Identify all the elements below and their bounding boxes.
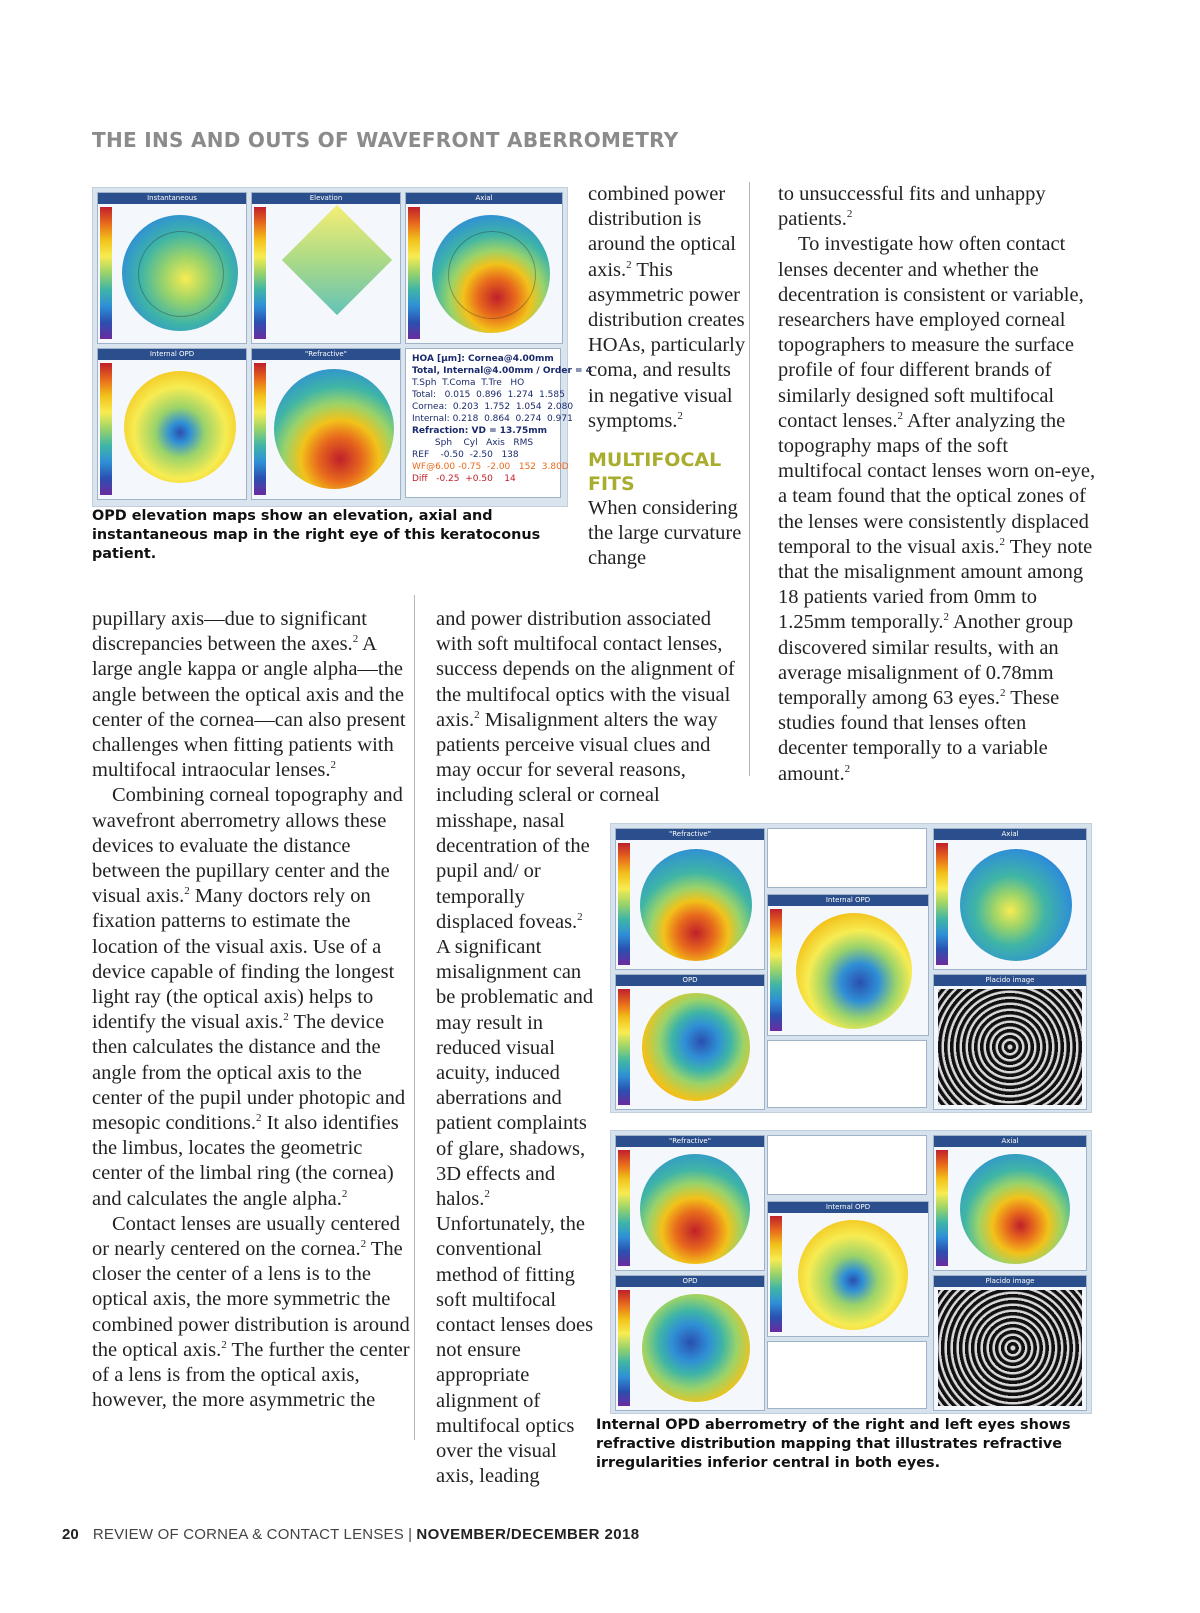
column-2-top bbox=[588, 182, 748, 572]
panel-title: "Refractive" bbox=[616, 1136, 764, 1147]
map-grid-ring bbox=[138, 231, 224, 317]
paragraph bbox=[778, 182, 1096, 232]
paragraph bbox=[436, 607, 748, 809]
panel-title: OPD bbox=[616, 975, 764, 986]
column-rule bbox=[414, 595, 415, 1440]
color-scale bbox=[936, 843, 948, 965]
text-run: The device then calculates the distance and the angle from the optical axis to the center of the pupil under photopic and mesopic conditions. bbox=[92, 1011, 406, 1135]
panel-title: OPD bbox=[616, 1276, 764, 1287]
text-run: combined power distribution is around the optical axis. bbox=[588, 183, 737, 281]
figure-3-caption: Internal OPD aberrometry of the right and left eyes shows refractive distribution mapping that illustrates refractive irregularities inferior central in both eyes. bbox=[596, 1417, 1071, 1471]
color-scale bbox=[100, 363, 112, 495]
citation: 2 bbox=[577, 910, 583, 923]
opd-map bbox=[642, 1294, 750, 1402]
citation: 2 bbox=[999, 535, 1005, 548]
column-1 bbox=[92, 607, 410, 1414]
placido-rings-image bbox=[938, 989, 1082, 1105]
map-panel-internal-opd bbox=[97, 348, 247, 500]
citation: 2 bbox=[1000, 687, 1006, 700]
panel-title: "Refractive" bbox=[616, 829, 764, 840]
citation: 2 bbox=[283, 1011, 289, 1024]
panel-title: Placido image bbox=[934, 975, 1086, 986]
text-run: This asymmetric power distribution creates HOAs, particularly coma, and results in negative visual symptoms. bbox=[588, 258, 746, 432]
panel-title: Axial bbox=[934, 1136, 1086, 1147]
text-run: After analyzing the topography maps of the soft multifocal contact lenses worn on-eye, a team found that the optical zones of the lenses were consistently displaced temporal to the visual axis. bbox=[778, 409, 1096, 558]
paragraph bbox=[92, 783, 410, 1211]
citation: 2 bbox=[846, 208, 853, 221]
text-run: Misalignment alters the way patients perceive visual clues and may occur for several reasons, including scleral or corneal bbox=[436, 708, 718, 807]
column-2-bottom bbox=[436, 809, 596, 1489]
figure-1-topography-maps bbox=[92, 187, 592, 507]
table-row: REF -0.50 -2.50 138 bbox=[412, 450, 519, 460]
refraction-columns: Sph Cyl Axis RMS bbox=[412, 438, 534, 448]
citation: 2 bbox=[255, 1112, 262, 1125]
page-number: 20 bbox=[62, 1526, 79, 1543]
hoa-data-table bbox=[405, 348, 592, 498]
color-scale bbox=[618, 843, 630, 965]
text-run: pupillary axis—due to significant discrepancies between the axes. bbox=[92, 608, 367, 656]
text-run: The closer the center of a lens is to the optical axis, the more symmetric the combined power distribution is around the optical axis. bbox=[92, 1238, 410, 1361]
text-run: It also identifies the limbus, locates the geometric center of the limbal ring (the cornea) and calculates the angle alpha. bbox=[92, 1112, 399, 1210]
figure-3-left-eye-maps bbox=[610, 1130, 1092, 1414]
axial-map bbox=[960, 849, 1072, 961]
color-scale bbox=[100, 207, 112, 339]
citation: 2 bbox=[221, 1338, 227, 1351]
table-row: Total: 0.015 0.896 1.274 1.585 bbox=[412, 390, 565, 400]
opd-map bbox=[798, 1220, 908, 1330]
map-panel-axial bbox=[405, 192, 563, 344]
citation: 2 bbox=[626, 258, 632, 271]
refraction-table bbox=[767, 1135, 927, 1195]
table-subtitle: Total, Internal@4.00mm / Order = 4 bbox=[412, 366, 592, 376]
table-row: Internal: 0.218 0.864 0.274 0.971 bbox=[412, 414, 573, 424]
citation: 2 bbox=[844, 762, 851, 775]
citation: 2 bbox=[184, 885, 190, 898]
refractive-map bbox=[640, 1154, 750, 1264]
text-run: to unsuccessful fits and unhappy patients. bbox=[778, 183, 1046, 231]
text-run: The further the center of a lens is from the optical axis, however, the more asymmetric the bbox=[92, 1338, 410, 1412]
refraction-table bbox=[767, 828, 927, 888]
color-scale bbox=[618, 989, 630, 1105]
map-panel-internal-opd bbox=[767, 894, 929, 1036]
table-row: WF@6.00 -0.75 -2.00 152 3.80D bbox=[412, 462, 569, 472]
map-panel-axial bbox=[933, 1135, 1087, 1271]
elevation-surface bbox=[282, 205, 392, 315]
color-scale bbox=[408, 207, 420, 339]
color-scale bbox=[936, 1150, 948, 1266]
page-footer bbox=[62, 1526, 639, 1543]
opd-map bbox=[796, 913, 912, 1029]
color-scale bbox=[770, 1216, 782, 1332]
text-run: Combining corneal topography and wavefront aberrometry allows these devices to evaluate the distance between the pupillary center and the visual axis. bbox=[92, 784, 403, 908]
map-panel-instantaneous bbox=[97, 192, 247, 344]
spacer bbox=[588, 434, 748, 448]
map-panel-opd bbox=[615, 974, 765, 1110]
figure-2-right-eye-maps bbox=[610, 823, 1092, 1113]
running-header: THE INS AND OUTS OF WAVEFRONT ABERROMETRY bbox=[92, 128, 679, 152]
paragraph bbox=[92, 1212, 410, 1414]
panel-title: Placido image bbox=[934, 1276, 1086, 1287]
panel-title: "Refractive" bbox=[252, 349, 400, 360]
column-rule bbox=[749, 182, 750, 776]
panel-title: Internal OPD bbox=[98, 349, 246, 360]
citation: 2 bbox=[943, 611, 949, 624]
panel-title: Instantaneous bbox=[98, 193, 246, 204]
table-row: Diff -0.25 +0.50 14 bbox=[412, 474, 516, 484]
color-scale bbox=[618, 1150, 630, 1266]
text-run: and power distribution associated with soft multifocal contact lenses, success depends on the alignment of the multifocal optics with the visual axis. bbox=[436, 608, 735, 731]
panel-title: Internal OPD bbox=[768, 895, 928, 906]
citation: 2 bbox=[341, 1187, 348, 1200]
column-3 bbox=[778, 182, 1096, 787]
citation: 2 bbox=[474, 708, 480, 721]
opd-map bbox=[642, 993, 750, 1101]
text-run: These studies found that lenses often decenter temporally to a variable amount. bbox=[778, 687, 1060, 785]
panel-title: Elevation bbox=[252, 193, 400, 204]
refractive-map bbox=[274, 369, 394, 489]
column-2-middle bbox=[436, 607, 748, 809]
opd-map bbox=[124, 371, 236, 483]
refraction-title: Refraction: VD = 13.75mm bbox=[412, 426, 547, 436]
text-run: misshape, nasal decentration of the pupil and/ or temporally displaced foveas. bbox=[436, 810, 590, 933]
map-panel-refractive bbox=[615, 1135, 765, 1271]
publication-name: REVIEW OF CORNEA & CONTACT LENSES bbox=[92, 1526, 404, 1543]
map-panel-placido bbox=[933, 974, 1087, 1110]
panel-title: Axial bbox=[934, 829, 1086, 840]
color-scale bbox=[254, 207, 266, 339]
axial-map bbox=[960, 1154, 1070, 1264]
map-grid-ring bbox=[448, 231, 536, 319]
text-run: Another group discovered similar results, with an average misalignment of 0.78mm temporally among 63 eyes. bbox=[778, 611, 1074, 710]
table-columns: T.Sph T.Coma T.Tre HO bbox=[412, 378, 525, 388]
map-panel-refractive bbox=[251, 348, 401, 500]
paragraph: When considering the large curvature change bbox=[588, 497, 742, 570]
color-scale bbox=[618, 1290, 630, 1406]
table-title: HOA [µm]: Cornea@4.00mm bbox=[412, 354, 554, 364]
map-panel-refractive bbox=[615, 828, 765, 970]
text-run: Many doctors rely on fixation patterns to estimate the location of the visual axis. Use of a device capable of finding the longest light ray (the optical axis) helps to identify the visual axis. bbox=[92, 885, 395, 1034]
text-run: To investigate how often contact lenses decenter and whether the decentration is consistent or variable, researchers have employed corneal topographers to measure the surface profile of four different brands of similarly designed soft multifocal contact lenses. bbox=[778, 233, 1084, 432]
citation: 2 bbox=[360, 1238, 367, 1251]
figure-1-caption: OPD elevation maps show an elevation, axial and instantaneous map in the right eye of this keratoconus patient. bbox=[92, 508, 541, 562]
refractive-map bbox=[640, 849, 752, 961]
map-panel-opd bbox=[615, 1275, 765, 1411]
citation: 2 bbox=[897, 409, 904, 422]
text-run: Unfortunately, the conventional method of fitting soft multifocal contact lenses does not ensure appropriate alignment of multifocal optics over the visual axis, leading bbox=[436, 1213, 594, 1488]
text-run: Contact lenses are usually centered or nearly centered on the cornea. bbox=[92, 1212, 401, 1261]
text-run: A significant misalignment can be problematic and may result in reduced visual acuity, induced aberrations and patient complaints of glare, shadows, 3D effects and halos. bbox=[436, 936, 594, 1211]
paragraph bbox=[436, 809, 596, 1489]
text-run: They note that the misalignment amount among 18 patients varied from 0mm to 1.25mm temporally. bbox=[778, 535, 1093, 634]
text-run: A large angle kappa or angle alpha—the angle between the optical axis and the center of the cornea—can also present challenges when fitting patients with multifocal intraocular lenses. bbox=[92, 633, 406, 782]
paragraph bbox=[588, 182, 748, 434]
issue-date: NOVEMBER/DECEMBER 2018 bbox=[416, 1526, 640, 1543]
paragraph bbox=[92, 607, 410, 783]
map-panel-axial bbox=[933, 828, 1087, 970]
map-panel-placido bbox=[933, 1275, 1087, 1411]
footer-separator: | bbox=[408, 1526, 413, 1543]
citation: 2 bbox=[352, 633, 359, 646]
paragraph bbox=[778, 232, 1096, 786]
keratometry-table bbox=[767, 1341, 927, 1409]
keratometry-table bbox=[767, 1040, 927, 1108]
citation: 2 bbox=[330, 759, 337, 772]
map-panel-internal-opd bbox=[767, 1201, 929, 1337]
section-heading: MULTIFOCAL FITS bbox=[588, 449, 722, 496]
placido-rings-image bbox=[938, 1290, 1082, 1406]
color-scale bbox=[254, 363, 266, 495]
panel-title: Axial bbox=[406, 193, 562, 204]
citation: 2 bbox=[677, 409, 683, 422]
table-row: Cornea: 0.203 1.752 1.054 2.080 bbox=[412, 402, 574, 412]
color-scale bbox=[770, 909, 782, 1031]
citation: 2 bbox=[484, 1188, 490, 1201]
panel-title: Internal OPD bbox=[768, 1202, 928, 1213]
map-panel-elevation bbox=[251, 192, 401, 344]
